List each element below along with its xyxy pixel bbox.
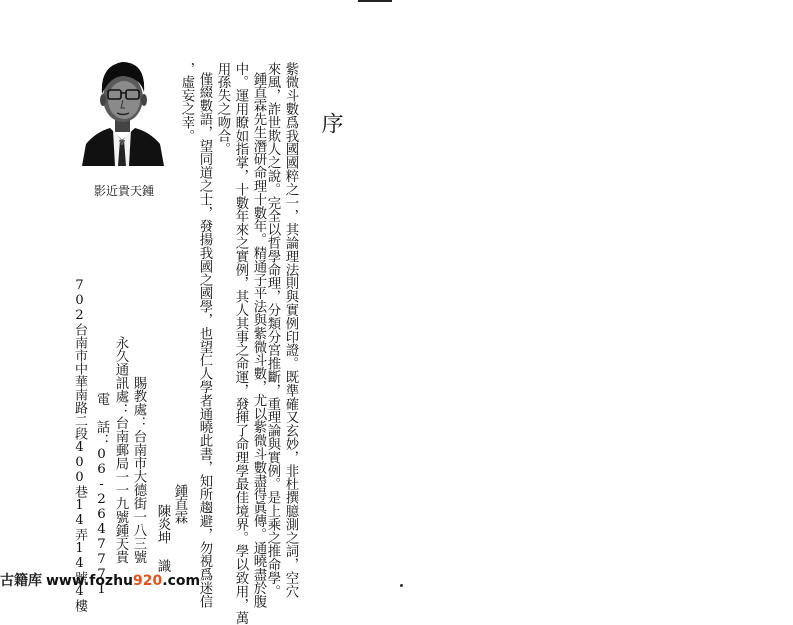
body-column-5: 用孫失之吻合。 [215, 62, 230, 156]
watermark-url[interactable] [46, 573, 200, 589]
page-title: 序 [318, 112, 343, 134]
watermark-url-suffix: .com [162, 573, 201, 589]
signature-line-1: 鍾直霖 [172, 484, 187, 525]
contact-service-address: 賜教處：台南市大德街一八三號 [131, 376, 146, 564]
body-column-3: 鍾直霖先生潛研命理十數年。精通子平法與紫微斗數，尤以紫微斗數盡得眞傳。通曉盡於腹 [251, 72, 266, 608]
body-column-4: 中。運用瞭如指掌，十數年來之實例，其人其事之命運，發揮了命理學最佳境界。學以致用，萬 [233, 62, 248, 625]
contact-phone: 電 話：06-2647771 [94, 392, 109, 598]
body-column-6: 僅綴數語，望同道之士，發揚我國之國學，也望仁人學者通曉此書，知所趨避，勿視爲迷信 [197, 72, 212, 608]
author-portrait [80, 48, 165, 166]
contact-permanent-address: 永久通訊處：台南郵局一一九號鍾天貴 [113, 336, 128, 564]
contact-mail-address: 702台南市中華南路二段400巷14弄14號4樓 [72, 278, 87, 612]
top-rule [358, 0, 392, 2]
body-column-2: 來風，詐世欺人之說。完全以哲學命理，分類分宮推斷，重理論與實例。是上乘之推命學。 [265, 62, 280, 598]
body-column-1: 紫微斗數爲我國國粹之一，其論理法則與實例印證。既準確又玄妙，非杜撰臆測之詞，空穴 [283, 62, 298, 598]
body-column-7: ，虛妄之幸。 [179, 62, 194, 143]
watermark-url-number: 920 [133, 573, 163, 589]
signature-line-2: 陳炎坤 識 [155, 504, 170, 573]
portrait-caption: 影近貴天鍾 [94, 184, 155, 198]
page-mark [400, 584, 403, 587]
site-watermark [0, 570, 200, 590]
watermark-url-prefix: www.fozhu [46, 573, 134, 589]
watermark-name: 古籍库 [0, 573, 42, 589]
